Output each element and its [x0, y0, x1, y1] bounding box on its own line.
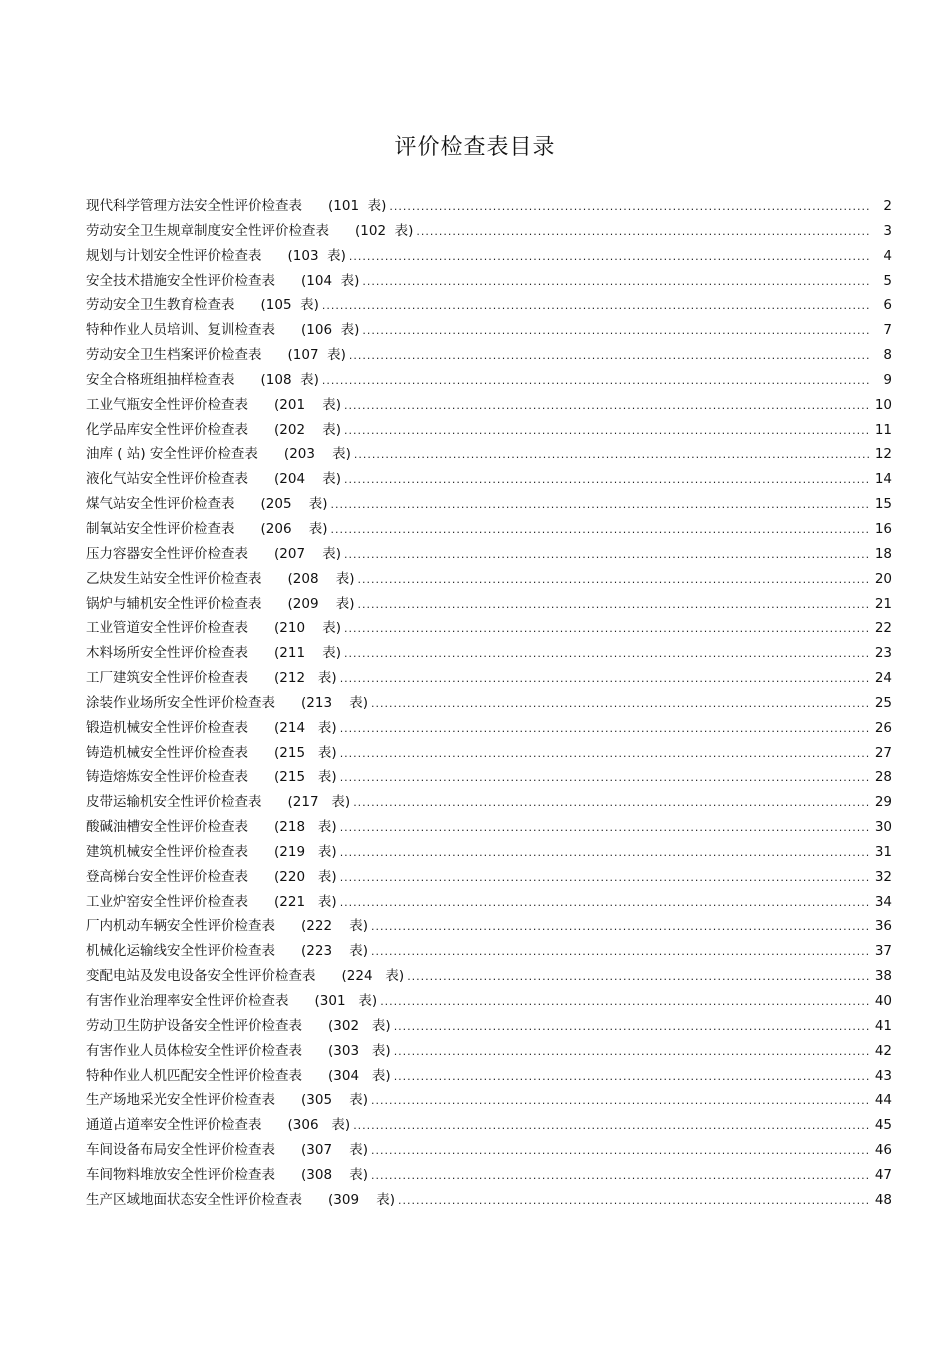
- toc-entry-code: (224 表): [341, 968, 405, 985]
- toc-entry: [86, 693, 892, 718]
- toc-entry-code: (107 表): [287, 347, 346, 364]
- toc-entry-page-number: 48: [874, 1191, 892, 1208]
- toc-entry-page-number: 24: [874, 670, 892, 687]
- toc-entry-code: (220 表): [274, 868, 337, 885]
- toc-dot-leader: [344, 396, 870, 416]
- toc-entry-page-number: 36: [874, 918, 892, 935]
- toc-dot-leader: [322, 371, 870, 391]
- toc-entry: [86, 246, 892, 271]
- toc-entry-title: 安全技术措施安全性评价检查表: [86, 272, 275, 289]
- toc-entry-title: 铸造熔炼安全性评价检查表: [86, 769, 248, 786]
- toc-entry-page-number: 7: [883, 322, 892, 339]
- toc-entry-code: (222 表): [301, 918, 368, 935]
- toc-entry-code: (206 表): [260, 520, 328, 537]
- toc-entry-page-number: 8: [883, 347, 892, 364]
- toc-entry-title: 安全合格班组抽样检查表: [86, 371, 235, 388]
- toc-entry-page-number: 5: [883, 272, 892, 289]
- toc-entry-page-number: 14: [874, 471, 892, 488]
- toc-entry-title: 铸造机械安全性评价检查表: [86, 744, 248, 761]
- toc-entry-code: (305 表): [301, 1092, 368, 1109]
- toc-entry-title: 皮带运输机安全性评价检查表: [86, 794, 262, 811]
- toc-entry-code: (215 表): [274, 744, 337, 761]
- toc-entry-page-number: 2: [883, 198, 892, 214]
- toc-entry-code: (304 表): [328, 1067, 391, 1084]
- toc-entry-page-number: 45: [874, 1117, 892, 1134]
- toc-dot-leader: [353, 793, 870, 813]
- toc-dot-leader: [380, 992, 870, 1012]
- table-of-contents: [86, 196, 892, 1215]
- toc-entry-code: (208 表): [287, 570, 355, 587]
- toc-entry: [86, 1115, 892, 1140]
- page-title: 评价检查表目录: [394, 135, 556, 160]
- toc-entry-page-number: 25: [874, 694, 892, 711]
- toc-entry-title: 厂内机动车辆安全性评价检查表: [86, 918, 275, 935]
- toc-dot-leader: [394, 1067, 870, 1087]
- toc-entry-page-number: 23: [874, 645, 892, 662]
- toc-entry-page-number: 40: [874, 993, 892, 1009]
- toc-entry: [86, 395, 892, 420]
- toc-entry-code: (201 表): [274, 396, 341, 413]
- toc-entry-code: (215 表): [274, 769, 337, 786]
- toc-entry-code: (309 表): [328, 1191, 395, 1208]
- toc-dot-leader: [357, 570, 870, 590]
- toc-entry-page-number: 11: [874, 421, 892, 438]
- toc-entry-code: (308 表): [301, 1166, 368, 1183]
- toc-entry: [86, 892, 892, 917]
- toc-dot-leader: [371, 942, 870, 962]
- toc-dot-leader: [353, 1116, 870, 1136]
- toc-entry-title: 劳动卫生防护设备安全性评价检查表: [86, 1017, 302, 1034]
- toc-entry: [86, 295, 892, 320]
- toc-entry-code: (303 表): [328, 1042, 391, 1059]
- toc-dot-leader: [340, 818, 870, 838]
- toc-entry-code: (302 表): [328, 1017, 391, 1034]
- toc-entry: [86, 817, 892, 842]
- toc-entry-code: (210 表): [274, 620, 341, 637]
- toc-dot-leader: [340, 893, 870, 913]
- toc-entry-title: 工业炉窑安全性评价检查表: [86, 893, 248, 910]
- toc-entry-page-number: 46: [874, 1142, 892, 1159]
- toc-entry-code: (207 表): [274, 545, 341, 562]
- toc-dot-leader: [394, 1017, 870, 1037]
- toc-entry: [86, 370, 892, 395]
- toc-entry-title: 液化气站安全性评价检查表: [86, 471, 248, 488]
- toc-entry: [86, 966, 892, 991]
- toc-entry-page-number: 16: [874, 520, 892, 537]
- toc-entry-title: 工业管道安全性评价检查表: [86, 620, 248, 637]
- toc-entry: [86, 1041, 892, 1066]
- toc-entry: [86, 420, 892, 445]
- toc-entry: [86, 569, 892, 594]
- toc-entry-title: 酸碱油槽安全性评价检查表: [86, 819, 248, 836]
- toc-entry-title: 通道占道率安全性评价检查表: [86, 1117, 262, 1134]
- toc-dot-leader: [407, 967, 870, 987]
- toc-entry-page-number: 47: [874, 1166, 892, 1183]
- toc-entry-title: 工业气瓶安全性评价检查表: [86, 396, 248, 413]
- toc-entry-title: 化学品库安全性评价检查表: [86, 421, 248, 438]
- toc-entry-title: 机械化运输线安全性评价检查表: [86, 943, 275, 960]
- toc-entry-title: 规划与计划安全性评价检查表: [86, 247, 262, 264]
- toc-dot-leader: [371, 917, 870, 937]
- toc-entry-page-number: 41: [874, 1017, 892, 1034]
- toc-entry-page-number: 12: [874, 446, 892, 463]
- toc-entry: [86, 1066, 892, 1091]
- toc-entry: [86, 444, 892, 469]
- toc-entry-code: (108 表): [260, 371, 319, 388]
- toc-entry-title: 劳动安全卫生档案评价检查表: [86, 347, 262, 364]
- toc-entry-title: 有害作业人员体检安全性评价检查表: [86, 1042, 302, 1059]
- toc-entry: [86, 221, 892, 246]
- toc-entry-title: 制氧站安全性评价检查表: [86, 520, 235, 537]
- toc-entry-code: (203 表): [283, 446, 351, 463]
- toc-entry-title: 登高梯台安全性评价检查表: [86, 868, 248, 885]
- toc-entry-title: 生产场地采光安全性评价检查表: [86, 1092, 275, 1109]
- toc-entry-title: 生产区域地面状态安全性评价检查表: [86, 1191, 302, 1208]
- toc-entry-title: 车间物料堆放安全性评价检查表: [86, 1166, 275, 1183]
- toc-entry: [86, 519, 892, 544]
- toc-dot-leader: [371, 694, 870, 714]
- toc-dot-leader: [362, 272, 870, 292]
- toc-entry-title: 油库 ( 站) 安全性评价检查表: [86, 446, 258, 463]
- toc-entry-code: (104 表): [301, 272, 360, 289]
- toc-entry-page-number: 18: [874, 545, 892, 562]
- toc-entry: [86, 494, 892, 519]
- toc-entry-title: 煤气站安全性评价检查表: [86, 496, 235, 513]
- toc-entry-code: (211 表): [274, 645, 341, 662]
- toc-entry-title: 车间设备布局安全性评价检查表: [86, 1142, 275, 1159]
- toc-dot-leader: [371, 1091, 870, 1111]
- toc-entry-code: (205 表): [260, 496, 328, 513]
- toc-entry-page-number: 3: [883, 222, 892, 239]
- toc-entry-page-number: 32: [874, 868, 892, 885]
- toc-entry-code: (307 表): [301, 1142, 368, 1159]
- toc-entry: [86, 618, 892, 643]
- toc-dot-leader: [322, 296, 870, 316]
- toc-entry-title: 变配电站及发电设备安全性评价检查表: [86, 968, 316, 985]
- toc-dot-leader: [362, 321, 870, 341]
- toc-entry: [86, 544, 892, 569]
- toc-entry-code: (209 表): [287, 595, 355, 612]
- toc-entry-code: (213 表): [301, 694, 368, 711]
- toc-entry: [86, 1190, 892, 1215]
- toc-entry-page-number: 27: [874, 744, 892, 761]
- toc-entry-title: 建筑机械安全性评价检查表: [86, 843, 248, 860]
- toc-entry: [86, 469, 892, 494]
- toc-entry-code: (102 表): [355, 222, 414, 239]
- toc-entry-page-number: 4: [883, 247, 892, 264]
- toc-dot-leader: [340, 719, 870, 739]
- toc-entry-title: 劳动安全卫生教育检查表: [86, 297, 235, 314]
- toc-entry: [86, 792, 892, 817]
- toc-entry-title: 乙炔发生站安全性评价检查表: [86, 570, 262, 587]
- toc-dot-leader: [344, 421, 870, 441]
- toc-entry-code: (101 表): [328, 198, 387, 214]
- toc-entry: [86, 1140, 892, 1165]
- toc-entry-code: (301 表): [314, 993, 378, 1009]
- toc-dot-leader: [398, 1191, 870, 1211]
- toc-entry-code: (212 表): [274, 670, 337, 687]
- toc-entry: [86, 743, 892, 768]
- toc-dot-leader: [340, 744, 870, 764]
- toc-entry-code: (106 表): [301, 322, 360, 339]
- toc-entry-code: (204 表): [274, 471, 341, 488]
- toc-entry-title: 劳动安全卫生规章制度安全性评价检查表: [86, 222, 329, 239]
- toc-entry-page-number: 29: [874, 794, 892, 811]
- toc-entry-title: 锅炉与辅机安全性评价检查表: [86, 595, 262, 612]
- toc-entry: [86, 320, 892, 345]
- toc-entry-code: (214 表): [274, 719, 337, 736]
- toc-entry-code: (105 表): [260, 297, 319, 314]
- toc-dot-leader: [340, 669, 870, 689]
- toc-entry: [86, 594, 892, 619]
- toc-entry: [86, 767, 892, 792]
- toc-entry-title: 锻造机械安全性评价检查表: [86, 719, 248, 736]
- toc-dot-leader: [340, 868, 870, 888]
- toc-entry: [86, 842, 892, 867]
- toc-entry: [86, 1016, 892, 1041]
- toc-entry-title: 木料场所安全性评价检查表: [86, 645, 248, 662]
- toc-entry: [86, 916, 892, 941]
- toc-dot-leader: [354, 445, 870, 465]
- toc-entry: [86, 643, 892, 668]
- toc-dot-leader: [344, 470, 870, 490]
- toc-entry: [86, 718, 892, 743]
- toc-entry-page-number: 20: [874, 570, 892, 587]
- toc-dot-leader: [330, 520, 870, 540]
- toc-entry-title: 特种作业人机匹配安全性评价检查表: [86, 1067, 302, 1084]
- toc-entry: [86, 271, 892, 296]
- toc-entry-page-number: 15: [874, 496, 892, 513]
- toc-entry-title: 特种作业人员培训、复训检查表: [86, 322, 275, 339]
- toc-entry-page-number: 22: [874, 620, 892, 637]
- toc-dot-leader: [330, 495, 870, 515]
- toc-dot-leader: [416, 222, 870, 242]
- toc-entry-code: (103 表): [287, 247, 346, 264]
- toc-dot-leader: [394, 1042, 870, 1062]
- toc-dot-leader: [371, 1166, 870, 1186]
- toc-entry-page-number: 31: [874, 843, 892, 860]
- toc-entry-title: 涂装作业场所安全性评价检查表: [86, 694, 275, 711]
- toc-entry-code: (217 表): [287, 794, 351, 811]
- toc-entry-title: 压力容器安全性评价检查表: [86, 545, 248, 562]
- toc-entry: [86, 668, 892, 693]
- toc-entry-code: (219 表): [274, 843, 337, 860]
- toc-dot-leader: [340, 843, 870, 863]
- toc-entry-title: 工厂建筑安全性评价检查表: [86, 670, 248, 687]
- toc-entry: [86, 345, 892, 370]
- toc-dot-leader: [344, 545, 870, 565]
- toc-dot-leader: [389, 197, 870, 217]
- toc-entry: [86, 867, 892, 892]
- toc-entry-title: 有害作业治理率安全性评价检查表: [86, 993, 289, 1009]
- toc-entry-page-number: 9: [883, 371, 892, 388]
- toc-entry-page-number: 42: [874, 1042, 892, 1059]
- toc-entry-page-number: 26: [874, 719, 892, 736]
- toc-entry-page-number: 21: [874, 595, 892, 612]
- toc-entry-code: (306 表): [287, 1117, 351, 1134]
- toc-entry-page-number: 37: [874, 943, 892, 960]
- toc-dot-leader: [340, 768, 870, 788]
- toc-dot-leader: [371, 1141, 870, 1161]
- toc-entry-code: (218 表): [274, 819, 337, 836]
- toc-entry-page-number: 34: [874, 893, 892, 910]
- toc-entry-page-number: 44: [874, 1092, 892, 1109]
- toc-entry-page-number: 6: [883, 297, 892, 314]
- toc-entry: [86, 941, 892, 966]
- toc-entry: [86, 1165, 892, 1190]
- toc-entry-title: 现代科学管理方法安全性评价检查表: [86, 198, 302, 214]
- toc-entry: [86, 196, 892, 221]
- toc-entry-page-number: 38: [874, 968, 892, 985]
- toc-dot-leader: [344, 619, 870, 639]
- toc-entry-code: (223 表): [301, 943, 368, 960]
- toc-entry-page-number: 43: [874, 1067, 892, 1084]
- toc-dot-leader: [349, 346, 870, 366]
- toc-entry: [86, 991, 892, 1016]
- toc-entry-page-number: 30: [874, 819, 892, 836]
- toc-dot-leader: [344, 644, 870, 664]
- toc-entry: [86, 1090, 892, 1115]
- toc-entry-code: (202 表): [274, 421, 341, 438]
- toc-entry-page-number: 28: [874, 769, 892, 786]
- toc-entry-page-number: 10: [874, 396, 892, 413]
- toc-dot-leader: [349, 247, 870, 267]
- toc-entry-code: (221 表): [274, 893, 337, 910]
- toc-dot-leader: [357, 595, 870, 615]
